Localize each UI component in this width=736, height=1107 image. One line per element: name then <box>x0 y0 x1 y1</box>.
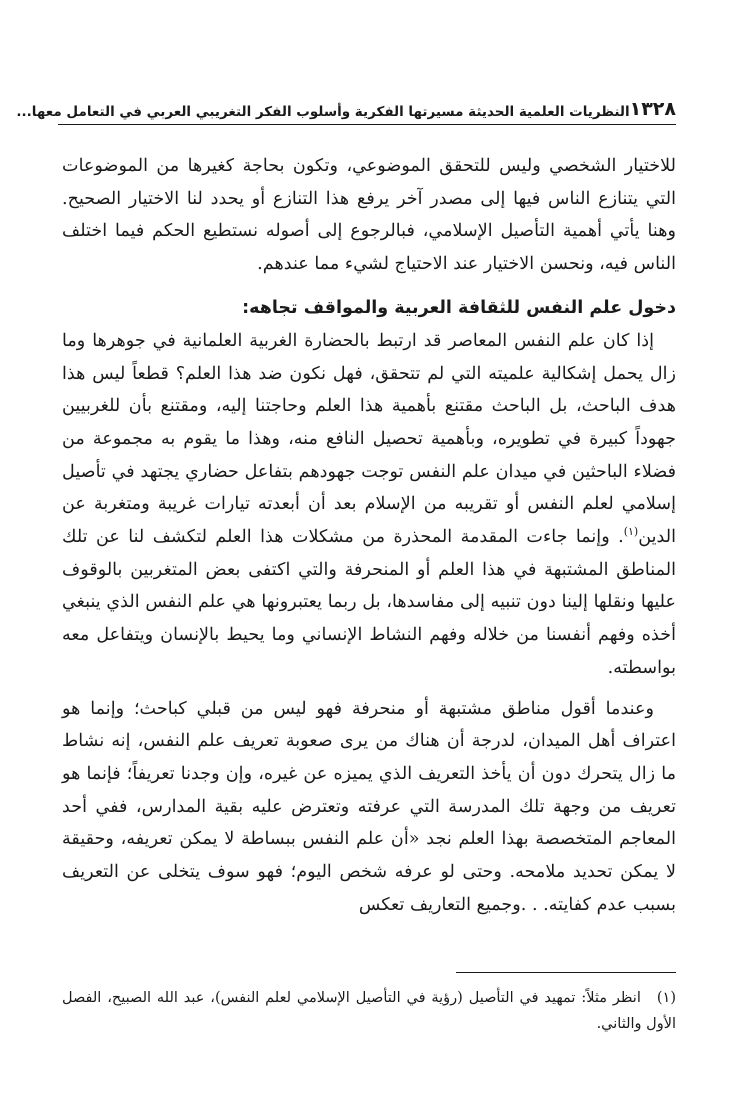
footnote-divider <box>456 972 676 973</box>
running-header <box>16 90 676 125</box>
page-number: ١٣٢٨ <box>629 98 676 120</box>
footnote-text: انظر مثلاً: تمهيد في التأصيل (رؤية في التأصيل الإسلامي لعلم النفس)، عبد الله الصبيح، الفصل الأول والثاني. <box>62 990 676 1032</box>
running-title: النظريات العلمية الحديثة مسيرتها الفكرية وأسلوب الفكر التغريبي العربي في التعامل معها... <box>16 104 630 120</box>
main-text <box>62 150 676 921</box>
paragraph-2-part-1: إذا كان علم النفس المعاصر قد ارتبط بالحضارة الغربية العلمانية في جوهرها وما زال يحمل إشكالية علميته التي لم تتحقق، فهل نكون ضد هذا العلم؟ قطعاً ليس هذا هدف الباحث، بل الباحث مقتنع بأهمية هذا العلم وحاجتنا إليه، ومقتنع بأن للغربيين جهوداً كبيرة في تطويره، وبأهمية تحصيل النافع منه، وهذا ما يقوم به مجموعة من فضلاء الباحثين في ميدان علم النفس توجت جهودهم بتفاعل حضاري يجتهد في تأصيل إسلامي لعلم النفس أو تقريبه من الإسلام بعد أن أبعدته تيارات غريبة ومتغربة عن الدين <box>62 330 676 548</box>
footnote <box>62 985 676 1037</box>
paragraph-2 <box>62 325 676 685</box>
paragraph-1: للاختيار الشخصي وليس للتحقق الموضوعي، وتكون بحاجة كغيرها من الموضوعات التي يتنازع الناس فيها إلى مصدر آخر يرفع هذا التنازع أو يحدد لنا الاختيار الصحيح. وهنا يأتي أهمية التأصيل الإسلامي، فبالرجوع إلى أصوله نستطيع الحكم فيما اختلف الناس فيه، ونحسن الاختيار عند الاحتياج لشيء مما عندهم. <box>62 156 676 275</box>
section-heading: دخول علم النفس للثقافة العربية والمواقف تجاهه: <box>242 297 676 318</box>
footnote-marker[interactable]: (١) <box>623 525 639 539</box>
footnote-number: (١) <box>656 990 676 1006</box>
paragraph-3: وعندما أقول مناطق مشتبهة أو منحرفة فهو ليس من قبلي كباحث؛ وإنما هو اعتراف أهل الميدان، لدرجة أن هناك من يرى صعوبة تعريف علم النفس، إنه نشاط ما زال يتحرك دون أن يأخذ التعريف الذي يميزه عن غيره، وإن وجدنا تعريفاً؛ فإنما هو تعريف من وجهة تلك المدرسة التي عرفته وتعترض عليه بقية المدارس، ففي أحد المعاجم المتخصصة بهذا العلم نجد «أن علم النفس ببساطة لا يمكن تعريفه، وحقيقة لا يمكن تحديد ملامحه. وحتى لو عرفه شخص اليوم؛ فهو سوف يتخلى عن التعريف بسبب عدم كفايته. . .وجميع التعاريف تعكس <box>62 698 676 915</box>
paragraph-2-part-2: . وإنما جاءت المقدمة المحذرة من مشكلات هذا العلم لتكشف لنا عن تلك المناطق المشتبهة في هذا العلم أو المنحرفة والتي اكتفى بعض المتغربين بالوقوف عليها ونقلها إلينا دون تنبيه إلى مفاسدها، بل ربما يعتبرونها هي علم النفس الذي ينبغي أخذه وفهم أنفسنا من خلاله وفهم النشاط الإنساني وما يحيط بالإنسان ويتفاعل معه بواسطته. <box>62 527 676 678</box>
